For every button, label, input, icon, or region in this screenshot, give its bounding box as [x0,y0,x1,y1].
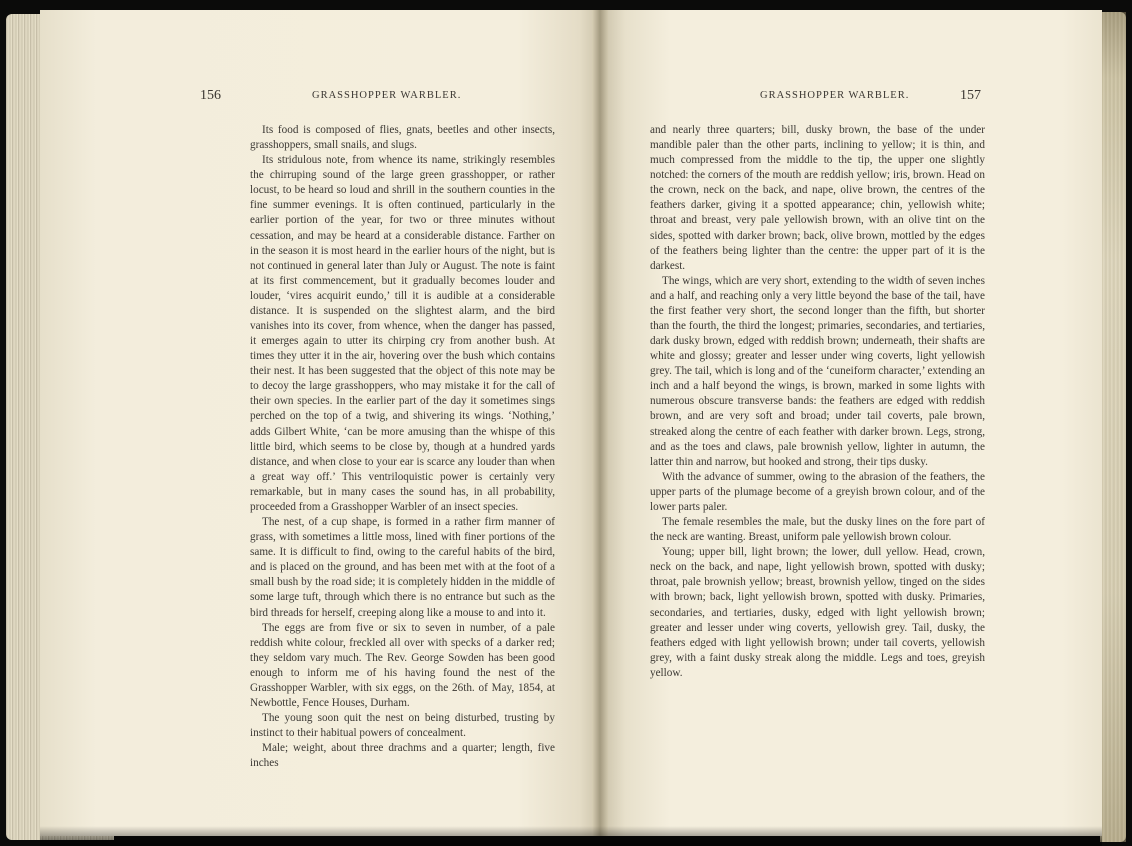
paragraph: Its food is composed of flies, gnats, beetles and other insects, grasshoppers, small snails, and slugs. [250,124,555,152]
left-running-head: GRASSHOPPER WARBLER. [312,90,462,101]
paragraph: The female resembles the male, but the dusky lines on the fore part of the neck are wanting. Breast, uniform pale yellowish brown colour. [650,516,985,544]
right-running-head: GRASSHOPPER WARBLER. [760,90,910,101]
paragraph: The wings, which are very short, extending to the width of seven inches and a half, and reaching only a very little beyond the base of the tail, have the first feather very short, the second longer than the fifth, but shorter than the fourth, the third the longest; primaries, secondaries, and tertiaries, dark dusky brown, edged with reddish brown; underneath, their shafts are white and glossy; greater and lesser under wing coverts, light yellowish grey. The tail, which is long and of the ‘cuneiform character,’ extending an inch and a half beyond the wings, is brown, marked in some lights with numerous obscure transverse bands: the feathers are edged with reddish brown, and are very soft and broad; under tail coverts, pale brown, streaked along the centre of each feather with darker brown. Legs, strong, and as the toes and claws, pale brownish yellow, lighter in autumn, the latter thin and narrow, but hooked and strong, their tips dusky. [650,274,985,468]
bottom-shadow [40,826,1102,846]
paragraph: Male; weight, about three drachms and a quarter; length, five inches [250,742,555,770]
paragraph: and nearly three quarters; bill, dusky brown, the base of the under mandible paler than the other parts, inclining to yellow; it is thin, and much compressed from the middle to the tip, the upper one slightly notched: the corners of the mouth are reddish yellow; iris, brown. Head on the crown, neck on the back, and nape, olive brown, the centres of the feathers darker, giving it a spotted appearance; chin, yellowish white; throat and breast, very pale yellowish brown, with an olive tint on the sides, spotted with darker brown; back, olive brown, mottled by the edges of the feathers being lighter than the centre: the upper part of it is the darkest. [650,124,985,272]
paragraph: The young soon quit the nest on being disturbed, trusting by instinct to their habitual powers of concealment. [250,712,555,740]
book-gutter [592,10,608,836]
paragraph: Its stridulous note, from whence its name, strikingly resembles the chirruping sound of the large green grasshopper, or rather locust, to be heard so loud and shrill in the southern counties in the fine summer evenings. It is often continued, particularly in the earlier portion of the year, for two or three minutes without cessation, and may be heard at a considerable distance. Farther on in the season it is most heard in the earlier hours of the night, but is not continued in general later than July or August. The note is faint at its first commencement, but it gradually becomes louder and louder, ‘vires acquirit eundo,’ till it is audible at a considerable distance. It is suspended on the slightest alarm, and the bird vanishes into its cover, from whence, when the danger has passed, it emerges again to utter its chirping cry from another bush. At times they utter it in the air, hovering over the bush which contains their nest. It has been suggested that the object of this note may be to decoy the large grasshoppers, who may mistake it for the call of their own species. In the earlier part of the day it sometimes sings perched on the top of a twig, and shivering its wings. ‘Nothing,’ adds Gilbert White, ‘can be more amusing than the whispe of this little bird, which seems to be close by, though at a hundred yards distance, and when close to your ear is scarce any louder than when a great way off.’ This ventriloquistic power is certainly very remarkable, but in many cases the sound has, in all probability, proceeded from a Grasshopper Warbler of an insect species. [250,154,555,513]
paragraph: The eggs are from five or six to seven in number, of a pale reddish white colour, freckled all over with specks of a darker red; they seldom vary much. The Rev. George Sowden has been good enough to inform me of his having found the nest of the Grasshopper Warbler, with six eggs, on the 26th. of May, 1854, at Newbottle, Fence Houses, Durham. [250,621,555,709]
right-page-header [650,90,986,108]
left-page-number: 156 [200,88,221,103]
left-text-column [250,123,555,771]
paragraph: With the advance of summer, owing to the abrasion of the feathers, the upper parts of the plumage become of a greyish brown colour, and of the lower parts paler. [650,470,985,513]
paragraph: The nest, of a cup shape, is formed in a rather firm manner of grass, with sometimes a little moss, lined with finer portions of the same. It is difficult to find, owing to the careful habits of the bird, and is placed on the ground, and has been met with at the foot of a small bush by the road side; it is completely hidden in the middle of some large tuft, through which there is no entrance but such as the bird threads for herself, creeping along like a mouse to and into it. [250,516,555,619]
paragraph: Young; upper bill, light brown; the lower, dull yellow. Head, crown, neck on the back, and nape, light yellowish brown, spotted with dusky; throat, pale brownish yellow; breast, brownish yellow, tinged on the sides with brown; back, light yellowish brown, spotted with dusky. Primaries, secondaries, and tertiaries, dusky, edged with light yellowish brown; greater and lesser under wing coverts, yellowish grey. Tail, dusky, the feathers edged with light yellowish brown; under tail coverts, yellowish grey, with a faint dusky streak along the middle. Legs and toes, greyish yellow. [650,546,985,679]
left-page-header [200,90,562,108]
right-page-number: 157 [960,88,981,103]
right-text-column [650,123,985,681]
right-page-edges [1100,12,1126,842]
